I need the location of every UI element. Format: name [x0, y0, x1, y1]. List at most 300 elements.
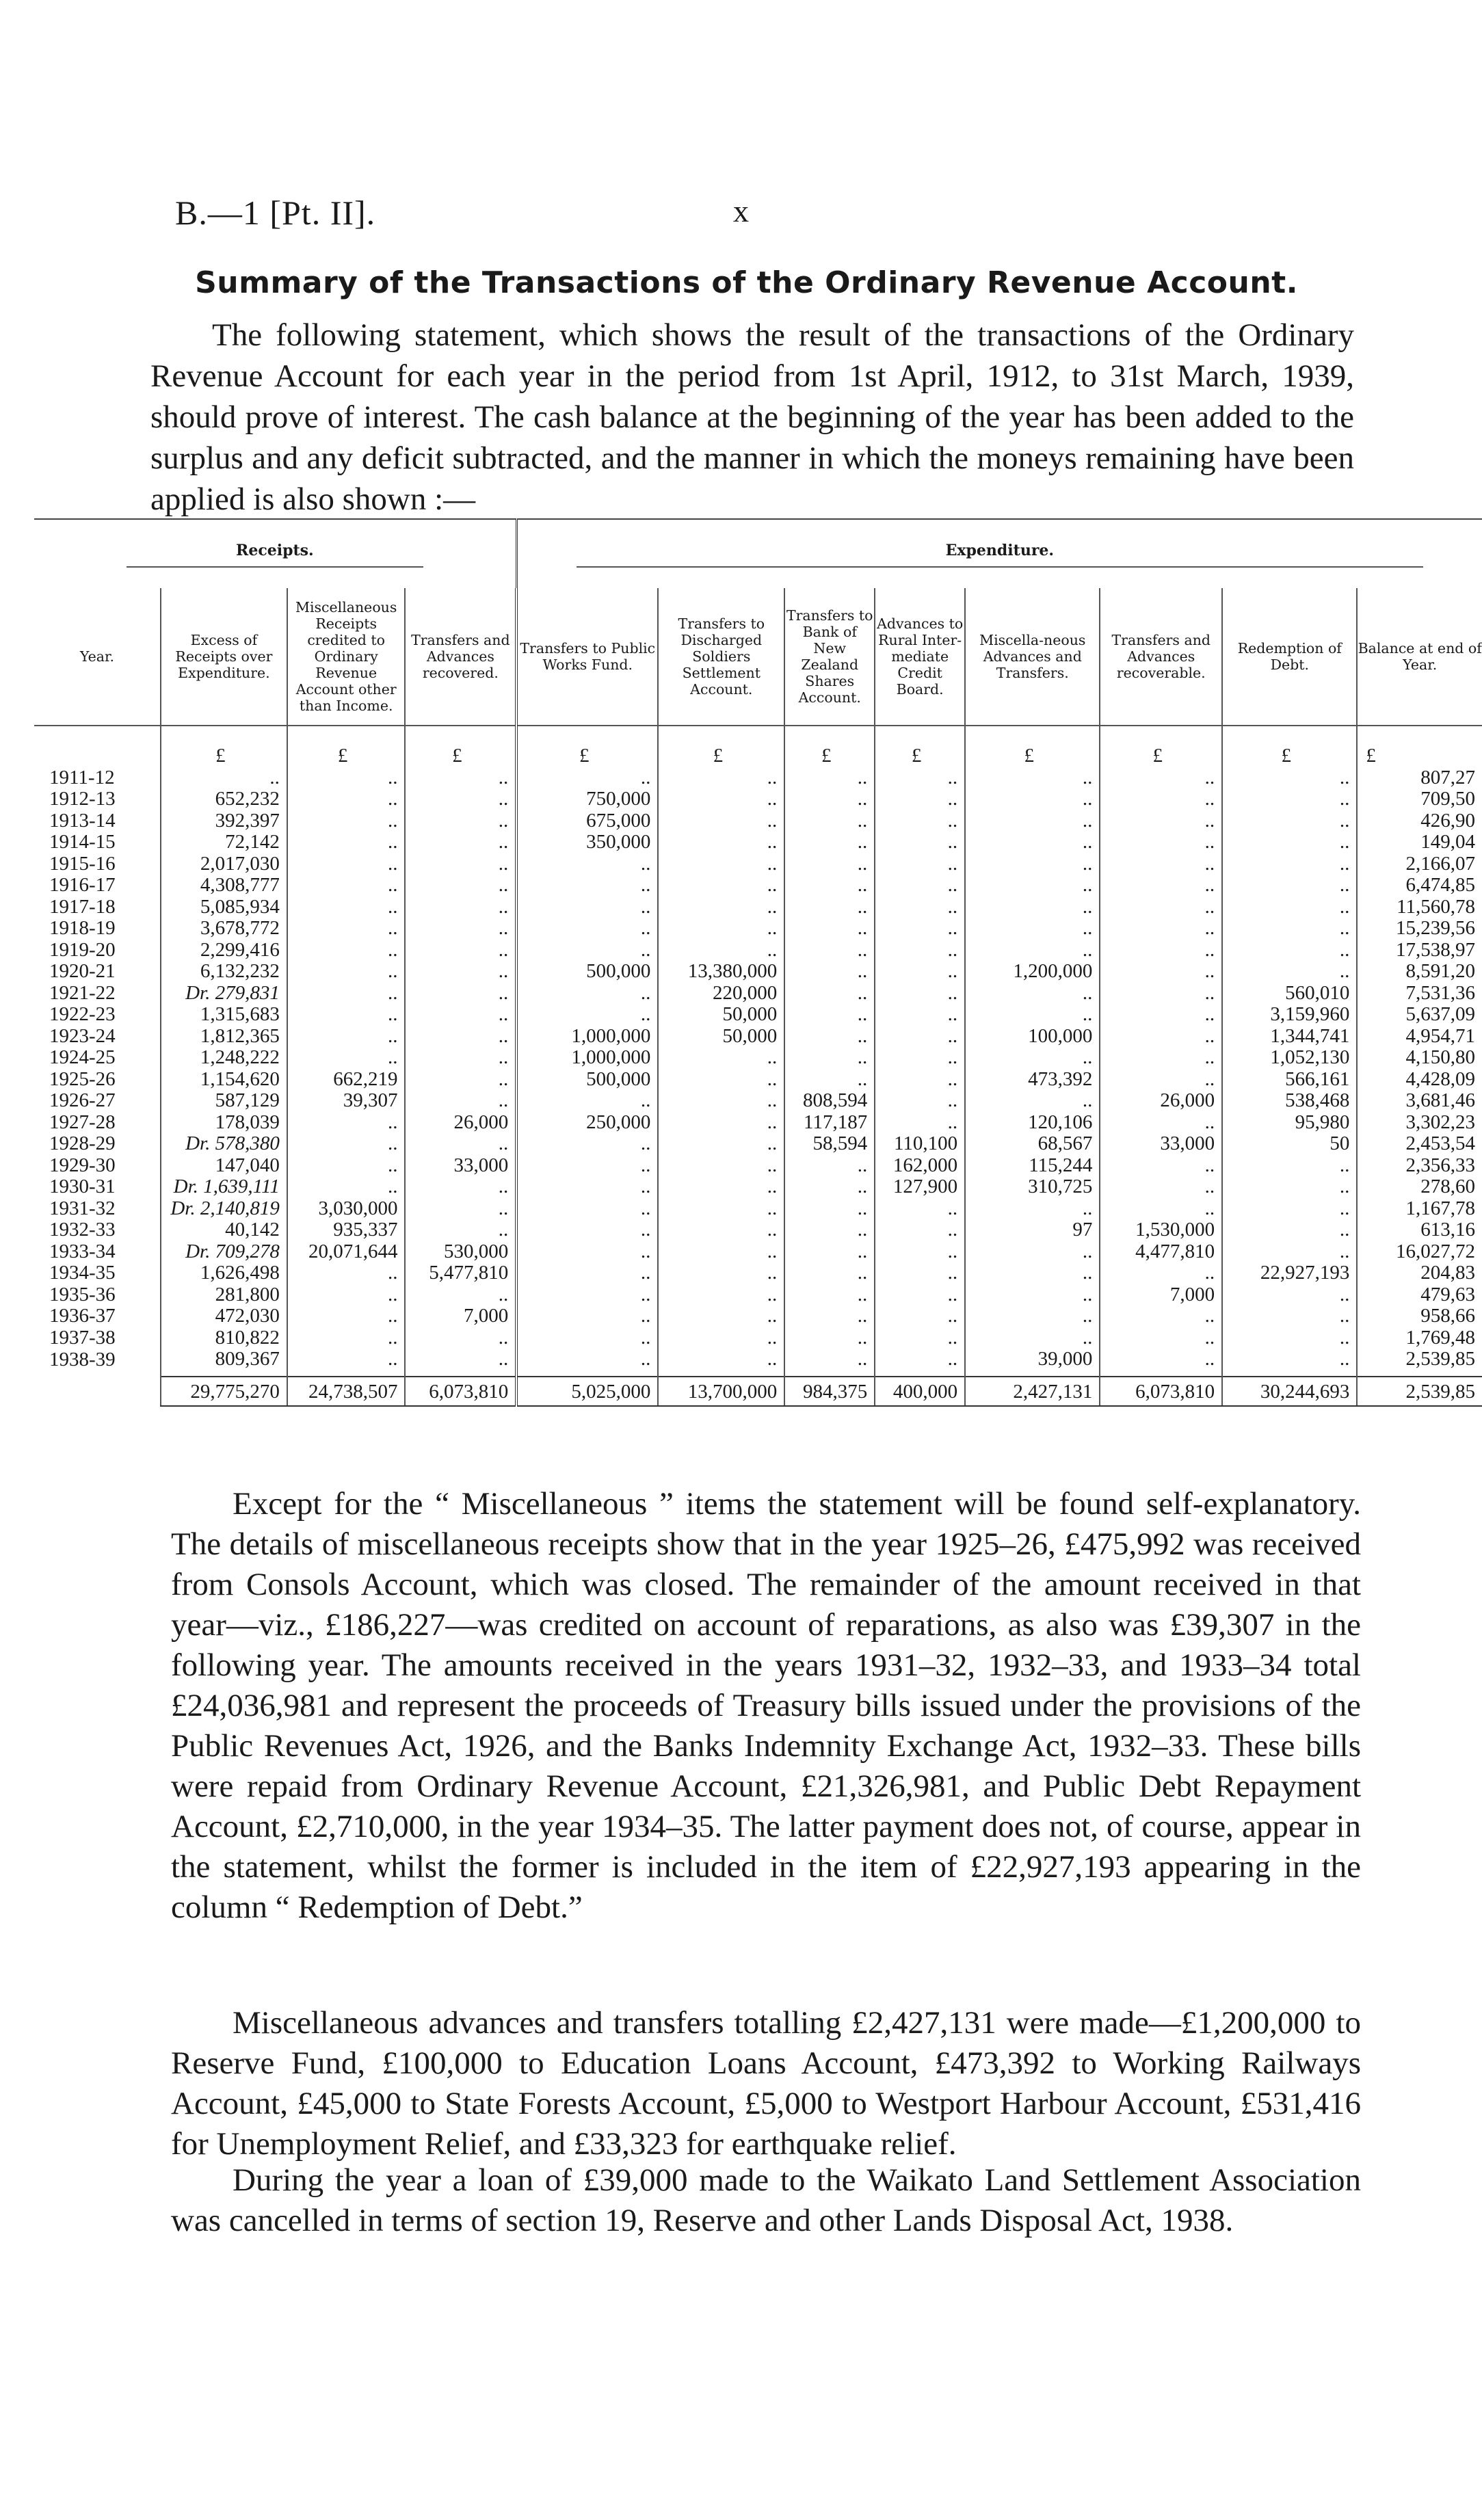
amount-cell: ..: [875, 788, 965, 810]
header-misc-advances: Miscella-neous Advances and Transfers.: [965, 588, 1100, 726]
amount-cell: 281,800: [161, 1284, 287, 1306]
amount-cell: 566,161: [1222, 1069, 1357, 1091]
amount-cell: ..: [287, 1133, 406, 1155]
amount-cell: 39,307: [287, 1090, 406, 1112]
amount-cell: ..: [965, 1262, 1100, 1284]
amount-cell: ..: [965, 1047, 1100, 1069]
amount-cell: ..: [516, 1305, 658, 1327]
total-cell: 984,375: [784, 1377, 875, 1407]
amount-cell: 675,000: [516, 810, 658, 832]
amount-cell: ..: [875, 1198, 965, 1220]
table-row: [34, 1112, 1482, 1134]
amount-cell: ..: [516, 1262, 658, 1284]
amount-cell: ..: [965, 853, 1100, 875]
header-transfers-recovered: Transfers and Advances recovered.: [405, 588, 516, 726]
amount-cell: ..: [405, 1026, 516, 1048]
year-cell: 1927-28: [49, 1111, 116, 1133]
header-misc-receipts: Miscellaneous Receipts credited to Ordinary Revenue Account other than Income.: [287, 588, 406, 726]
header-bank-of-nz-shares: Transfers to Bank of New Zealand Shares Account.: [784, 588, 875, 726]
amount-cell: 500,000: [516, 1069, 658, 1091]
amount-cell: ..: [1222, 961, 1357, 983]
column-header-row: [34, 588, 1482, 726]
paragraph-miscellaneous-receipts: Except for the “ Miscellaneous ” items the statement will be found self-explanatory. The details of miscellaneous receipts show that in the year 1925–26, £475,992 was received from Consols Account, which was closed. The remainder of the amount received in that year—viz., £186,227—was credited on account of reparations, as also was £39,307 in the following year. The amounts received in the years 1931–32, 1932–33, and 1933–34 total £24,036,981 and represent the proceeds of Treasury bills issued under the provisions of the Public Revenues Act, 1926, and the Banks Indemnity Exchange Act, 1932–33. These bills were repaid from Ordinary Revenue Account, £21,326,981, and Public Debt Repayment Account, £2,710,000, in the year 1934–35. The latter payment does not, of course, appear in the statement, whilst the former is included in the item of £22,927,193 appearing in the column “ Redemption of Debt.”: [171, 1486, 1361, 1925]
amount-cell: ..: [875, 1327, 965, 1349]
amount-cell: 808,594: [784, 1090, 875, 1112]
amount-cell: ..: [1100, 897, 1222, 918]
amount-cell: 652,232: [161, 788, 287, 810]
total-cell: 24,738,507: [287, 1377, 406, 1407]
document-reference: B.—1 [Pt. II].: [175, 194, 376, 232]
amount-cell: ..: [405, 1219, 516, 1241]
amount-cell: 538,468: [1222, 1090, 1357, 1112]
year-cell: 1918-19: [49, 917, 116, 939]
table-row: [34, 1241, 1482, 1263]
amount-cell: 115,244: [965, 1155, 1100, 1177]
intro-paragraph: The following statement, which shows the result of the transactions of the Ordinary Revenue Account for each year in the period from 1st April, 1912, to 31st March, 1939, should prove of interest. The cash balance at the beginning of the year has been added to the surplus and any deficit subtracted, and the manner in which the moneys remaining have been applied is also shown :—: [150, 317, 1354, 517]
amount-cell: ..: [287, 1349, 406, 1377]
table-row: [34, 1349, 1482, 1377]
amount-cell: 250,000: [516, 1112, 658, 1134]
year-cell: 1929-30: [49, 1154, 116, 1176]
amount-cell: ..: [287, 897, 406, 918]
amount-cell: ..: [1100, 853, 1222, 875]
amount-cell: 220,000: [658, 983, 784, 1005]
amount-cell: ..: [658, 875, 784, 897]
amount-cell: ..: [658, 897, 784, 918]
amount-cell: ..: [287, 1176, 406, 1198]
year-cell: 1922-23: [49, 1003, 116, 1025]
total-cell: 400,000: [875, 1377, 965, 1407]
amount-cell: ..: [161, 767, 287, 789]
amount-cell: ..: [875, 1069, 965, 1091]
amount-cell: ..: [658, 832, 784, 853]
amount-cell: ..: [1100, 1069, 1222, 1091]
amount-cell: ..: [1100, 1176, 1222, 1198]
totals-label-cell: [34, 1377, 161, 1407]
amount-cell: 479,63: [1357, 1284, 1482, 1306]
amount-cell: ..: [1100, 788, 1222, 810]
amount-cell: ..: [965, 1241, 1100, 1263]
amount-cell: ..: [287, 1047, 406, 1069]
amount-cell: ..: [965, 875, 1100, 897]
table-row: [34, 1305, 1482, 1327]
amount-cell: ..: [405, 1133, 516, 1155]
amount-cell: ..: [875, 1026, 965, 1048]
amount-cell: 810,822: [161, 1327, 287, 1349]
amount-cell: ..: [405, 1069, 516, 1091]
amount-cell: 17,538,97: [1357, 940, 1482, 961]
year-cell: 1926-27: [49, 1089, 116, 1111]
amount-cell: 16,027,72: [1357, 1241, 1482, 1263]
amount-cell: ..: [784, 767, 875, 789]
amount-cell: ..: [965, 767, 1100, 789]
amount-cell: 473,392: [965, 1069, 1100, 1091]
amount-cell: ..: [784, 853, 875, 875]
amount-cell: ..: [658, 1090, 784, 1112]
amount-cell: ..: [405, 1327, 516, 1349]
amount-cell: ..: [287, 875, 406, 897]
amount-cell: ..: [287, 940, 406, 961]
amount-cell: ..: [875, 853, 965, 875]
amount-cell: 13,380,000: [658, 961, 784, 983]
amount-cell: 662,219: [287, 1069, 406, 1091]
table-row: [34, 940, 1482, 961]
amount-cell: 1,769,48: [1357, 1327, 1482, 1349]
unit-cell: £: [658, 726, 784, 767]
amount-cell: ..: [1100, 875, 1222, 897]
amount-cell: ..: [784, 1327, 875, 1349]
year-cell: 1911-12: [49, 766, 115, 788]
amount-cell: 1,154,620: [161, 1069, 287, 1091]
amount-cell: ..: [875, 940, 965, 961]
year-cell: 1928-29: [49, 1132, 116, 1154]
year-cell: 1930-31: [49, 1176, 116, 1197]
amount-cell: ..: [1100, 1047, 1222, 1069]
amount-cell: 4,477,810: [1100, 1241, 1222, 1263]
year-cell: 1912-13: [49, 788, 116, 810]
amount-cell: ..: [784, 1262, 875, 1284]
amount-cell: 3,678,772: [161, 918, 287, 940]
amount-cell: ..: [1222, 1305, 1357, 1327]
amount-cell: 97: [965, 1219, 1100, 1241]
expenditure-group-header: Expenditure.: [516, 519, 1482, 588]
amount-cell: ..: [1222, 853, 1357, 875]
amount-cell: ..: [1222, 832, 1357, 853]
total-cell: 13,700,000: [658, 1377, 784, 1407]
amount-cell: 4,954,71: [1357, 1026, 1482, 1048]
amount-cell: 4,150,80: [1357, 1047, 1482, 1069]
unit-cell: £: [405, 726, 516, 767]
amount-cell: ..: [658, 1112, 784, 1134]
amount-cell: ..: [875, 767, 965, 789]
amount-cell: ..: [784, 810, 875, 832]
amount-cell: ..: [784, 1155, 875, 1177]
amount-cell: ..: [1222, 1241, 1357, 1263]
total-cell: 29,775,270: [161, 1377, 287, 1407]
amount-cell: 1,344,741: [1222, 1026, 1357, 1048]
amount-cell: ..: [1222, 1176, 1357, 1198]
amount-cell: 1,167,78: [1357, 1198, 1482, 1220]
amount-cell: ..: [658, 1219, 784, 1241]
amount-cell: 149,04: [1357, 832, 1482, 853]
amount-cell: 100,000: [965, 1026, 1100, 1048]
amount-cell: ..: [784, 961, 875, 983]
amount-cell: ..: [965, 1284, 1100, 1306]
amount-cell: 40,142: [161, 1219, 287, 1241]
amount-cell: 15,239,56: [1357, 918, 1482, 940]
amount-cell: ..: [875, 1004, 965, 1026]
amount-cell: ..: [516, 853, 658, 875]
unit-cell: £: [287, 726, 406, 767]
amount-cell: ..: [516, 897, 658, 918]
year-cell: 1936-37: [49, 1305, 116, 1327]
amount-cell: ..: [1100, 961, 1222, 983]
table-row: [34, 1176, 1482, 1198]
amount-cell: ..: [1100, 940, 1222, 961]
year-cell: 1923-24: [49, 1024, 116, 1047]
amount-cell: ..: [658, 1155, 784, 1177]
header-balance-end-of-year: Balance at end of Year.: [1357, 588, 1482, 726]
unit-cell: £: [516, 726, 658, 767]
amount-cell: ..: [965, 1198, 1100, 1220]
amount-cell: 50: [1222, 1133, 1357, 1155]
unit-row: [34, 726, 1482, 767]
amount-cell: 50,000: [658, 1004, 784, 1026]
header-year: Year.: [34, 588, 161, 726]
amount-cell: Dr. 279,831: [161, 983, 287, 1005]
unit-cell: £: [1357, 726, 1482, 767]
unit-cell: £: [965, 726, 1100, 767]
amount-cell: 958,66: [1357, 1305, 1482, 1327]
year-cell: 1932-33: [49, 1219, 116, 1241]
amount-cell: 7,000: [1100, 1284, 1222, 1306]
amount-cell: 278,60: [1357, 1176, 1482, 1198]
table-row: [34, 1155, 1482, 1177]
amount-cell: ..: [1100, 1349, 1222, 1377]
unit-cell: £: [161, 726, 287, 767]
amount-cell: ..: [516, 1004, 658, 1026]
amount-cell: ..: [658, 1069, 784, 1091]
amount-cell: ..: [784, 918, 875, 940]
revenue-account-table: [34, 518, 1482, 1407]
totals-row: [34, 1377, 1482, 1407]
amount-cell: ..: [1100, 1112, 1222, 1134]
total-cell: 6,073,810: [1100, 1377, 1222, 1407]
header-transfers-recoverable: Transfers and Advances recoverable.: [1100, 588, 1222, 726]
amount-cell: ..: [784, 875, 875, 897]
unit-cell: £: [784, 726, 875, 767]
amount-cell: 72,142: [161, 832, 287, 853]
amount-cell: ..: [287, 983, 406, 1005]
amount-cell: ..: [875, 810, 965, 832]
header-excess-of-receipts: Excess of Receipts over Expenditure.: [161, 588, 287, 726]
year-cell: 1913-14: [49, 809, 116, 832]
table-row: [34, 875, 1482, 897]
amount-cell: ..: [1100, 1327, 1222, 1349]
amount-cell: 4,308,777: [161, 875, 287, 897]
table-row: [34, 1262, 1482, 1284]
amount-cell: ..: [1222, 1155, 1357, 1177]
amount-cell: 204,83: [1357, 1262, 1482, 1284]
amount-cell: ..: [1222, 1284, 1357, 1306]
amount-cell: 162,000: [875, 1155, 965, 1177]
amount-cell: ..: [287, 1155, 406, 1177]
amount-cell: ..: [1222, 1327, 1357, 1349]
amount-cell: 95,980: [1222, 1112, 1357, 1134]
header-rural-credit-board: Advances to Rural Inter-mediate Credit Board.: [875, 588, 965, 726]
year-cell: 1933-34: [49, 1240, 116, 1262]
amount-cell: ..: [658, 1047, 784, 1069]
amount-cell: ..: [405, 832, 516, 853]
total-cell: 5,025,000: [516, 1377, 658, 1407]
amount-cell: ..: [784, 1047, 875, 1069]
amount-cell: ..: [405, 875, 516, 897]
amount-cell: 11,560,78: [1357, 897, 1482, 918]
year-cell: 1920-21: [49, 960, 116, 982]
amount-cell: ..: [658, 1305, 784, 1327]
amount-cell: 2,166,07: [1357, 853, 1482, 875]
amount-cell: 1,000,000: [516, 1047, 658, 1069]
amount-cell: ..: [875, 1262, 965, 1284]
table-row: [34, 853, 1482, 875]
amount-cell: ..: [965, 1305, 1100, 1327]
amount-cell: ..: [516, 918, 658, 940]
amount-cell: ..: [516, 1219, 658, 1241]
amount-cell: ..: [516, 1327, 658, 1349]
table-row: [34, 983, 1482, 1005]
amount-cell: ..: [1100, 918, 1222, 940]
total-cell: 2,427,131: [965, 1377, 1100, 1407]
page-number: x: [733, 194, 749, 228]
amount-cell: ..: [875, 1047, 965, 1069]
amount-cell: 22,927,193: [1222, 1262, 1357, 1284]
table-row: [34, 767, 1482, 789]
amount-cell: ..: [287, 767, 406, 789]
section-title: Summary of the Transactions of the Ordinary Revenue Account.: [195, 265, 1298, 300]
amount-cell: ..: [516, 1241, 658, 1263]
amount-cell: 5,477,810: [405, 1262, 516, 1284]
amount-cell: ..: [658, 853, 784, 875]
amount-cell: ..: [875, 832, 965, 853]
amount-cell: ..: [965, 983, 1100, 1005]
amount-cell: 120,106: [965, 1112, 1100, 1134]
amount-cell: ..: [658, 1176, 784, 1198]
column-group-row: [34, 519, 1482, 588]
amount-cell: ..: [784, 1241, 875, 1263]
table-row: [34, 1327, 1482, 1349]
table-row: [34, 1069, 1482, 1091]
amount-cell: ..: [658, 1198, 784, 1220]
header-discharged-soldiers: Transfers to Discharged Soldiers Settlement Account.: [658, 588, 784, 726]
amount-cell: 33,000: [1100, 1133, 1222, 1155]
amount-cell: ..: [405, 853, 516, 875]
header-redemption-of-debt: Redemption of Debt.: [1222, 588, 1357, 726]
amount-cell: ..: [658, 918, 784, 940]
amount-cell: ..: [875, 918, 965, 940]
amount-cell: 426,90: [1357, 810, 1482, 832]
year-cell: 1921-22: [49, 981, 116, 1004]
table-row: [34, 918, 1482, 940]
table-row: [34, 1284, 1482, 1306]
amount-cell: ..: [784, 1219, 875, 1241]
amount-cell: ..: [784, 1198, 875, 1220]
amount-cell: 1,315,683: [161, 1004, 287, 1026]
amount-cell: ..: [405, 983, 516, 1005]
amount-cell: ..: [516, 1155, 658, 1177]
amount-cell: ..: [516, 1198, 658, 1220]
unit-cell: £: [875, 726, 965, 767]
amount-cell: ..: [405, 940, 516, 961]
paragraph-miscellaneous-advances: Miscellaneous advances and transfers totalling £2,427,131 were made—£1,200,000 to Reserve Fund, £100,000 to Education Loans Account, £473,392 to Working Railways Account, £45,000 to State Forests Account, £5,000 to Westport Harbour Account, £531,416 for Unemployment Relief, and £33,323 for earthquake relief.: [171, 2005, 1361, 2162]
amount-cell: 750,000: [516, 788, 658, 810]
unit-cell: £: [1100, 726, 1222, 767]
amount-cell: ..: [516, 875, 658, 897]
amount-cell: ..: [1222, 788, 1357, 810]
amount-cell: 1,530,000: [1100, 1219, 1222, 1241]
amount-cell: 709,50: [1357, 788, 1482, 810]
amount-cell: ..: [784, 983, 875, 1005]
amount-cell: 68,567: [965, 1133, 1100, 1155]
amount-cell: 7,000: [405, 1305, 516, 1327]
amount-cell: 110,100: [875, 1133, 965, 1155]
year-cell: 1914-15: [49, 831, 116, 853]
table-row: [34, 897, 1482, 918]
amount-cell: ..: [658, 788, 784, 810]
amount-cell: 39,000: [965, 1349, 1100, 1377]
amount-cell: 33,000: [405, 1155, 516, 1177]
amount-cell: ..: [405, 1047, 516, 1069]
amount-cell: ..: [516, 1090, 658, 1112]
amount-cell: ..: [1100, 1026, 1222, 1048]
page-header: [175, 193, 1318, 234]
amount-cell: ..: [1100, 1155, 1222, 1177]
amount-cell: ..: [287, 1284, 406, 1306]
total-cell: 2,539,85: [1357, 1377, 1482, 1407]
amount-cell: 6,132,232: [161, 961, 287, 983]
amount-cell: ..: [875, 1284, 965, 1306]
amount-cell: ..: [405, 897, 516, 918]
amount-cell: ..: [875, 875, 965, 897]
amount-cell: 472,030: [161, 1305, 287, 1327]
amount-cell: ..: [405, 810, 516, 832]
amount-cell: ..: [1100, 810, 1222, 832]
amount-cell: ..: [287, 788, 406, 810]
amount-cell: 7,531,36: [1357, 983, 1482, 1005]
year-cell: 1925-26: [49, 1067, 116, 1090]
amount-cell: ..: [1100, 1262, 1222, 1284]
amount-cell: 3,159,960: [1222, 1004, 1357, 1026]
amount-cell: 2,453,54: [1357, 1133, 1482, 1155]
table-row: [34, 1047, 1482, 1069]
amount-cell: 26,000: [1100, 1090, 1222, 1112]
amount-cell: ..: [875, 1305, 965, 1327]
amount-cell: ..: [1222, 767, 1357, 789]
amount-cell: ..: [287, 1026, 406, 1048]
amount-cell: 560,010: [1222, 983, 1357, 1005]
amount-cell: ..: [1100, 832, 1222, 853]
amount-cell: ..: [1100, 1198, 1222, 1220]
amount-cell: ..: [875, 1219, 965, 1241]
table-row: [34, 810, 1482, 832]
amount-cell: Dr. 709,278: [161, 1241, 287, 1263]
amount-cell: ..: [516, 983, 658, 1005]
amount-cell: 392,397: [161, 810, 287, 832]
amount-cell: ..: [405, 1349, 516, 1377]
amount-cell: 3,302,23: [1357, 1112, 1482, 1134]
amount-cell: ..: [658, 1241, 784, 1263]
header-public-works-fund: Transfers to Public Works Fund.: [516, 588, 658, 726]
amount-cell: 3,030,000: [287, 1198, 406, 1220]
table-row: [34, 1004, 1482, 1026]
amount-cell: ..: [287, 832, 406, 853]
amount-cell: ..: [875, 961, 965, 983]
amount-cell: ..: [405, 961, 516, 983]
amount-cell: 587,129: [161, 1090, 287, 1112]
amount-cell: 8,591,20: [1357, 961, 1482, 983]
amount-cell: ..: [658, 810, 784, 832]
amount-cell: ..: [784, 1026, 875, 1048]
amount-cell: ..: [1222, 875, 1357, 897]
amount-cell: ..: [658, 1284, 784, 1306]
amount-cell: ..: [1222, 1198, 1357, 1220]
amount-cell: 613,16: [1357, 1219, 1482, 1241]
amount-cell: ..: [965, 1090, 1100, 1112]
amount-cell: ..: [516, 767, 658, 789]
amount-cell: 1,200,000: [965, 961, 1100, 983]
amount-cell: ..: [875, 897, 965, 918]
amount-cell: ..: [784, 1176, 875, 1198]
amount-cell: ..: [1222, 897, 1357, 918]
